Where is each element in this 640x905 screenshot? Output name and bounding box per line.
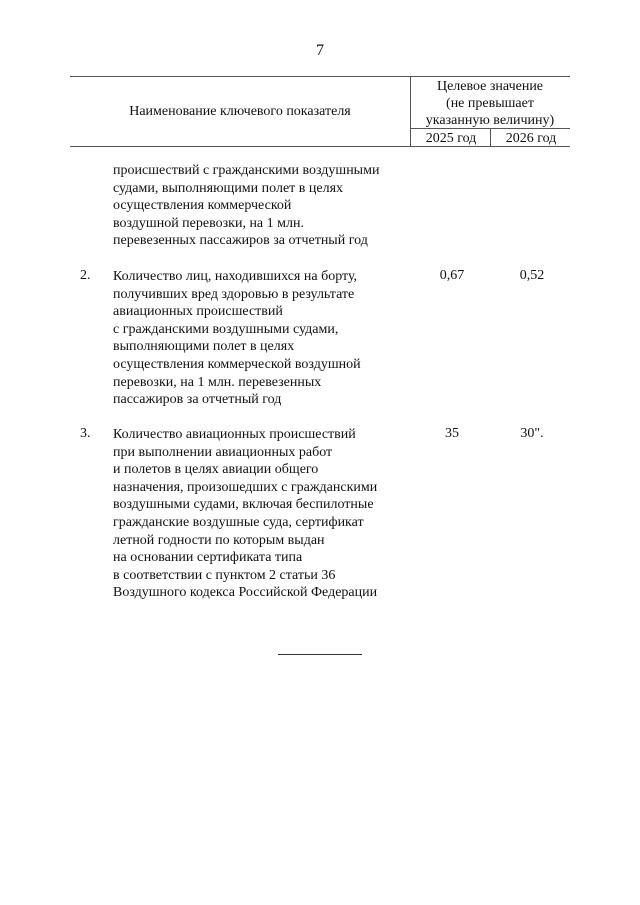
text-line: в соответствии с пунктом 2 статьи 36 — [113, 567, 336, 583]
page-number: 7 — [316, 42, 324, 59]
header-year-divider — [490, 128, 491, 146]
value-2025: 35 — [445, 426, 459, 441]
text-line: авиационных происшествий — [113, 304, 283, 320]
text-line: с гражданскими воздушными судами, — [113, 321, 339, 337]
header-column-divider — [410, 76, 411, 146]
text-line: пассажиров за отчетный год — [113, 392, 282, 408]
text-line: выполняющими полет в целях — [113, 339, 295, 355]
row-number: 3. — [80, 426, 91, 441]
value-2026: 0,52 — [519, 268, 545, 283]
text-line: судами, выполняющими полет в целях — [113, 180, 344, 196]
text-line: назначения, произошедших с гражданскими — [113, 479, 378, 495]
text-line: при выполнении авиационных работ — [113, 444, 333, 460]
text-line: воздушными судами, включая беспилотные — [113, 497, 374, 513]
header-indicator-name: Наименование ключевого показателя — [129, 104, 351, 119]
end-divider — [278, 654, 362, 655]
value-2025: 0,67 — [439, 268, 465, 283]
header-target-line: указанную величину) — [425, 113, 555, 128]
text-line: Количество авиационных происшествий — [113, 427, 356, 442]
text-line: Количество лиц, находившихся на борту, — [113, 269, 358, 284]
row-indicator-text — [113, 268, 413, 409]
text-line: и полетов в целях авиации общего — [113, 462, 319, 478]
header-target-value — [412, 78, 568, 129]
text-line: осуществления коммерческой — [113, 198, 292, 214]
continuation-text — [113, 162, 413, 250]
text-line: Воздушного кодекса Российской Федерации — [113, 585, 378, 601]
header-year-2026: 2026 год — [505, 131, 557, 146]
text-line: на основании сертификата типа — [113, 550, 303, 566]
value-2026: 30". — [520, 426, 544, 441]
header-year-2025: 2025 год — [425, 131, 477, 146]
text-line: происшествий с гражданскими воздушными — [113, 163, 380, 178]
table-top-rule — [70, 76, 570, 77]
text-line: перевезенных пассажиров за отчетный год — [113, 233, 368, 249]
text-line: гражданские воздушные суда, сертификат — [113, 514, 364, 530]
text-line: воздушной перевозки, на 1 млн. — [113, 215, 304, 231]
text-line: получивших вред здоровью в результате — [113, 286, 355, 302]
row-number: 2. — [80, 268, 91, 283]
text-line: осуществления коммерческой воздушной — [113, 356, 361, 372]
header-target-line: Целевое значение — [436, 79, 544, 94]
text-line: перевозки, на 1 млн. перевезенных — [113, 374, 322, 390]
row-indicator-text — [113, 426, 413, 602]
header-target-line: (не превышает — [446, 96, 534, 111]
text-line: летной годности по которым выдан — [113, 532, 325, 548]
